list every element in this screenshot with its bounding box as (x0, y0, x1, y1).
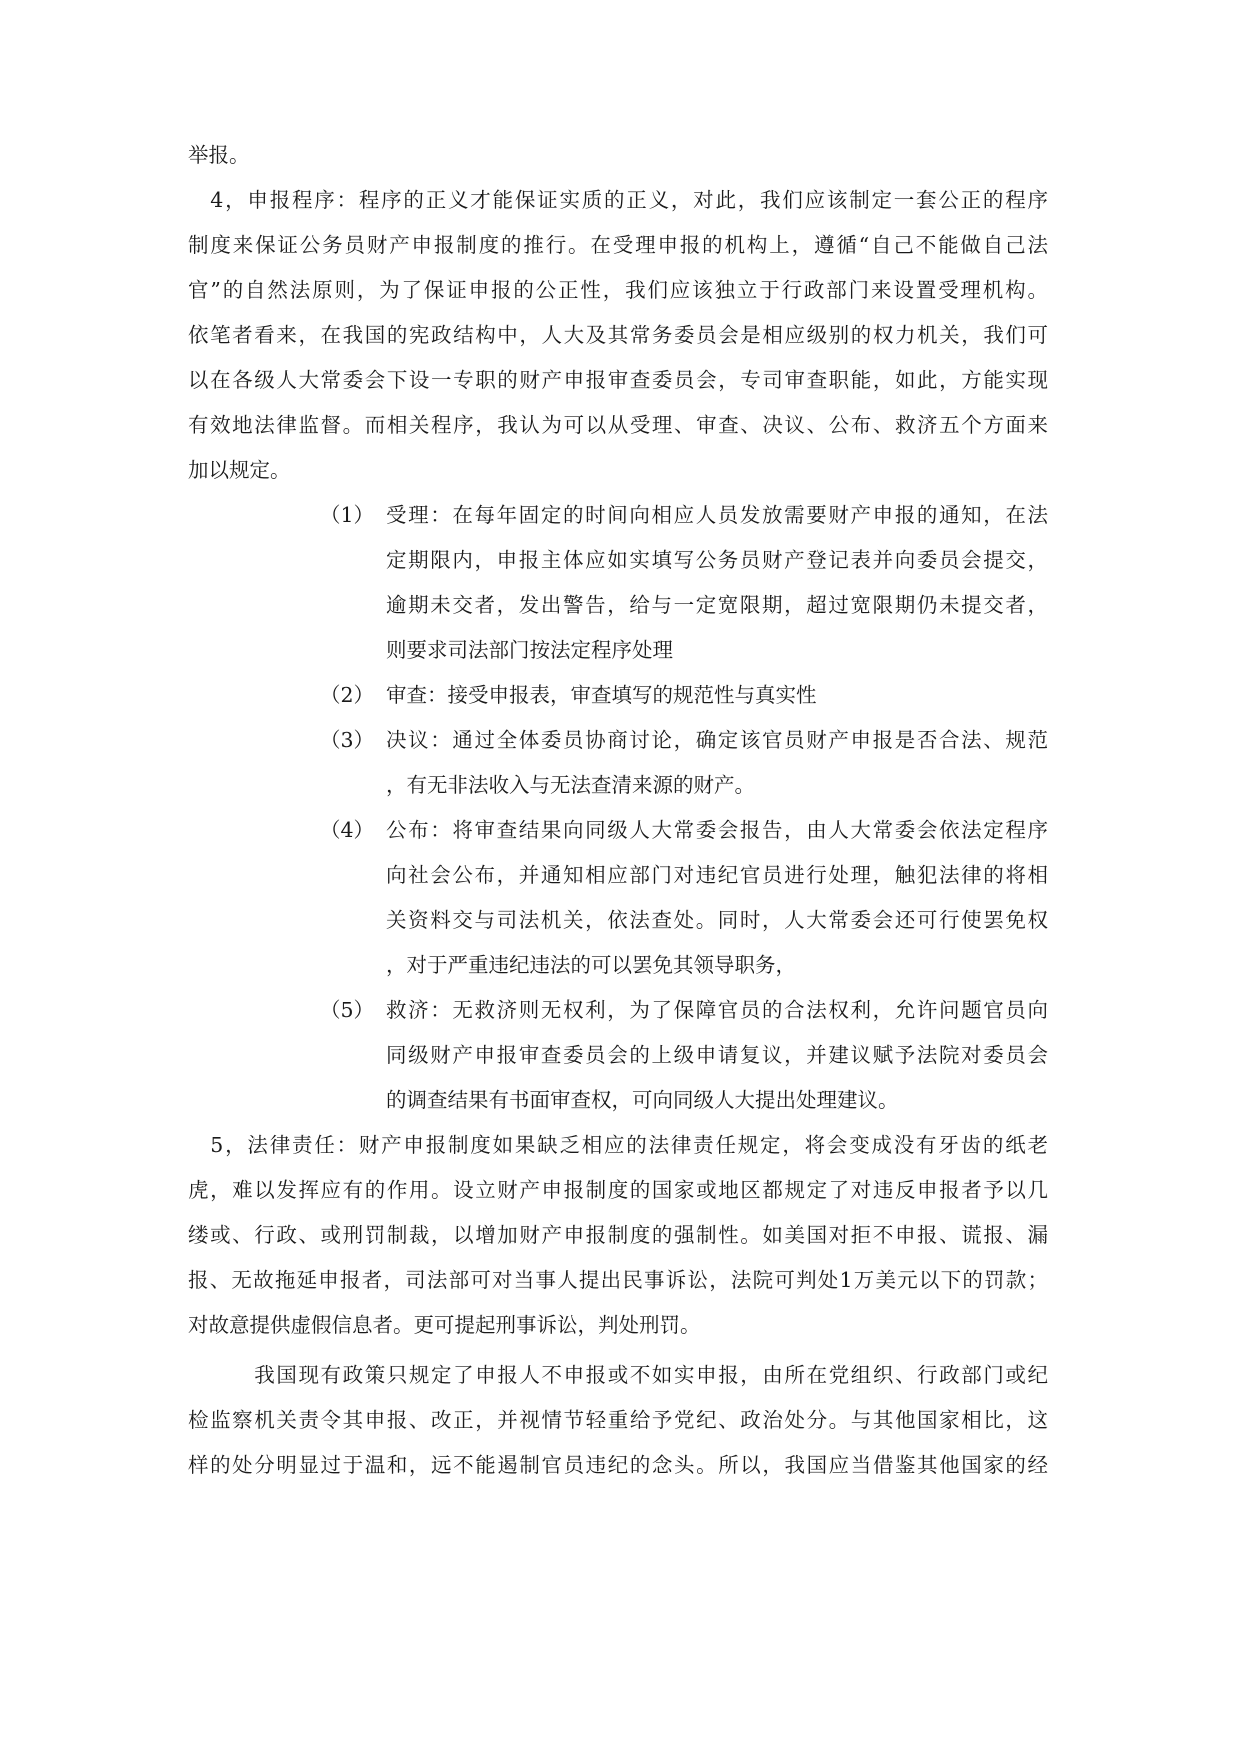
list-item-line: 审查：接受申报表，审查填写的规范性与真实性 (386, 683, 817, 707)
paragraph-line: 对故意提供虚假信息者。更可提起刑事诉讼，判处刑罚。 (188, 1313, 701, 1337)
list-item-line: 关资料交与司法机关，依法查处。同时，人大常委会还可行使罢免权 (386, 908, 1048, 932)
list-item-number: （1） (320, 503, 375, 527)
list-item-line: 受理：在每年固定的时间向相应人员发放需要财产申报的通知，在法 (386, 503, 1048, 527)
list-item-line: 同级财产申报审查委员会的上级申请复议，并建议赋予法院对委员会 (386, 1043, 1048, 1067)
paragraph-line: 以在各级人大常委会下设一专职的财产申报审查委员会，专司审查职能，如此，方能实现 (188, 368, 1048, 392)
list-item-line: 的调查结果有书面审查权，可向同级人大提出处理建议。 (386, 1088, 899, 1112)
list-item-line: 定期限内，申报主体应如实填写公务员财产登记表并向委员会提交， (386, 548, 1048, 572)
paragraph-line: 有效地法律监督。而相关程序，我认为可以从受理、审查、决议、公布、救济五个方面来 (188, 413, 1048, 437)
list-item-line: 救济：无救济则无权利，为了保障官员的合法权利，允许问题官员向 (386, 998, 1048, 1022)
paragraph-line: 缕或、行政、或刑罚制裁，以增加财产申报制度的强制性。如美国对拒不申报、谎报、漏 (188, 1223, 1048, 1247)
list-item-line: 公布：将审查结果向同级人大常委会报告，由人大常委会依法定程序 (386, 818, 1048, 842)
paragraph-line: 报、无故拖延申报者，司法部可对当事人提出民事诉讼，法院可判处1万美元以下的罚款； (188, 1268, 1048, 1292)
paragraph-line: 制度来保证公务员财产申报制度的推行。在受理申报的机构上，遵循“自己不能做自己法 (188, 233, 1048, 257)
paragraph-line: 5，法律责任：财产申报制度如果缺乏相应的法律责任规定，将会变成没有牙齿的纸老 (188, 1133, 1048, 1157)
paragraph-line: 依笔者看来，在我国的宪政结构中，人大及其常务委员会是相应级别的权力机关，我们可 (188, 323, 1048, 347)
paragraph-line: 举报。 (188, 143, 250, 167)
list-item-line: 逾期未交者，发出警告，给与一定宽限期，超过宽限期仍未提交者， (386, 593, 1048, 617)
paragraph-line: 加以规定。 (188, 458, 291, 482)
list-item-line: 向社会公布，并通知相应部门对违纪官员进行处理，触犯法律的将相 (386, 863, 1048, 887)
paragraph-line: 检监察机关责令其申报、改正，并视情节轻重给予党纪、政治处分。与其他国家相比，这 (188, 1408, 1048, 1432)
list-item-line: ，有无非法收入与无法查清来源的财产。 (386, 773, 755, 797)
list-item-line: 则要求司法部门按法定程序处理 (386, 638, 673, 662)
list-item-line: 决议：通过全体委员协商讨论，确定该官员财产申报是否合法、规范 (386, 728, 1048, 752)
list-item-number: （2） (320, 683, 375, 707)
paragraph-line: 我国现有政策只规定了申报人不申报或不如实申报，由所在党组织、行政部门或纪 (188, 1363, 1048, 1387)
list-item-number: （5） (320, 998, 375, 1022)
paragraph-line: 4，申报程序：程序的正义才能保证实质的正义，对此，我们应该制定一套公正的程序 (188, 188, 1048, 212)
list-item-number: （3） (320, 728, 375, 752)
paragraph-line: 样的处分明显过于温和，远不能遏制官员违纪的念头。所以，我国应当借鉴其他国家的经 (188, 1453, 1048, 1477)
list-item-line: ，对于严重违纪违法的可以罢免其领导职务， (386, 953, 796, 977)
paragraph-line: 虎，难以发挥应有的作用。设立财产申报制度的国家或地区都规定了对违反申报者予以几 (188, 1178, 1048, 1202)
paragraph-line: 官”的自然法原则，为了保证申报的公正性，我们应该独立于行政部门来设置受理机构。 (188, 278, 1048, 302)
list-item-number: （4） (320, 818, 375, 842)
